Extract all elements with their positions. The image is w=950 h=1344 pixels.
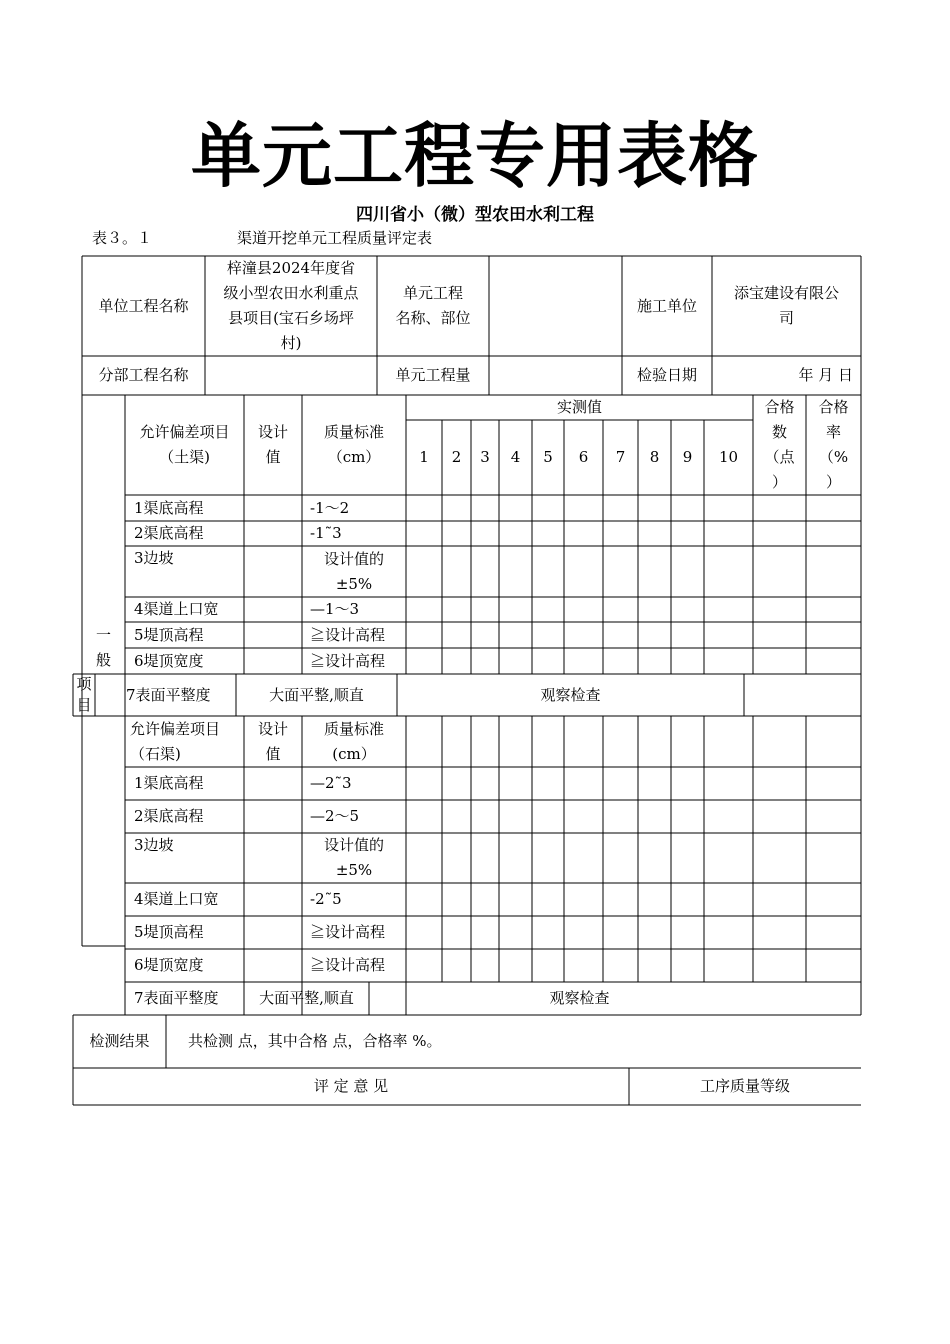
- stone-row-standard: ≧设计高程: [310, 923, 386, 941]
- result-text: 共检测 点，其中合格 点，合格率 %。: [188, 1032, 442, 1050]
- category-label-bottom: 项 目: [76, 675, 92, 714]
- main-title: 单元工程专用表格: [191, 114, 759, 197]
- measure-number: 4: [510, 448, 521, 466]
- stone-row-item: 1渠底高程: [134, 774, 204, 792]
- soil-row-standard: ≧设计高程: [310, 651, 386, 670]
- item-header-soil: 允许偏差项目 （土渠): [139, 423, 230, 466]
- measure-number: 5: [543, 448, 553, 466]
- stone-row-standard: 设计值的 ±5%: [323, 836, 384, 879]
- soil-row-item: 3边坡: [134, 549, 174, 567]
- stone-row-item: 5堤顶高程: [134, 923, 204, 941]
- inspect-date-label: 检验日期: [636, 366, 697, 384]
- sub-project-label: 分部工程名称: [98, 366, 189, 384]
- stone-flatness-item: 7表面平整度: [134, 989, 219, 1007]
- contractor-label: 施工单位: [636, 296, 697, 315]
- measure-number: 8: [649, 448, 660, 466]
- inspect-date-value: 年 月 日: [798, 366, 853, 384]
- quantity-label: 单元工程量: [395, 366, 471, 384]
- stone-design-header: 设计 值: [257, 719, 288, 763]
- design-header: 设计 值: [257, 423, 288, 466]
- unit-project-label: 单位工程名称: [98, 296, 189, 315]
- element-name-label: 单元工程 名称、部位: [395, 284, 471, 327]
- stone-standard-header: 质量标准 (cm）: [323, 719, 384, 763]
- grade-label: 工序质量等级: [699, 1077, 790, 1095]
- category-label-top: 一 般: [95, 626, 111, 669]
- pass-rate-header: 合格 率 （% ）: [818, 398, 849, 491]
- stone-flatness-method: 观察检查: [549, 989, 610, 1007]
- stone-row-item: 2渠底高程: [134, 807, 204, 825]
- subtitle: 四川省小（微）型农田水利工程: [356, 205, 594, 225]
- stone-row-standard: ≧设计高程: [310, 956, 386, 974]
- soil-row-standard: -1～2: [310, 498, 350, 517]
- standard-header: 质量标准 （cm）: [323, 423, 384, 466]
- soil-flatness-method: 观察检查: [540, 685, 601, 704]
- stone-row-item: 4渠道上口宽: [134, 890, 219, 908]
- soil-row-standard: ≧设计高程: [310, 625, 386, 644]
- measure-number: 2: [451, 448, 462, 466]
- soil-row-standard: -1˜3: [310, 524, 342, 542]
- measure-number: 3: [480, 448, 490, 466]
- item-header-stone: 允许偏差项目 （石渠): [130, 719, 221, 763]
- stone-flatness-standard: 大面平整,顺直: [259, 989, 354, 1007]
- soil-row-item: 4渠道上口宽: [134, 600, 219, 618]
- soil-row-item: 6堤顶宽度: [134, 651, 204, 670]
- stone-row-item: 6堤顶宽度: [134, 956, 204, 974]
- stone-row-standard: —2～5: [310, 807, 360, 825]
- measure-number: 6: [578, 448, 589, 466]
- table-number: 表３。１: [92, 229, 153, 247]
- measure-number: 1: [419, 448, 429, 466]
- soil-flatness-standard: 大面平整,顺直: [269, 685, 364, 704]
- pass-count-header: 合格 数 （点 ）: [764, 398, 795, 491]
- opinion-label: 评 定 意 见: [313, 1077, 389, 1095]
- stone-row-standard: -2˜5: [310, 890, 342, 908]
- measured-header: 实测值: [556, 398, 602, 416]
- soil-row-item: 5堤顶高程: [134, 625, 204, 644]
- contractor-value: 添宝建设有限公 司: [733, 284, 839, 327]
- measure-number: 10: [718, 448, 739, 466]
- stone-row-standard: —2˜3: [310, 774, 352, 792]
- measure-number: 7: [615, 448, 626, 466]
- result-label: 检测结果: [89, 1032, 150, 1050]
- measure-number: 9: [682, 448, 693, 466]
- soil-row-standard: 设计值的 ±5%: [323, 549, 384, 593]
- stone-row-item: 3边坡: [134, 836, 174, 854]
- soil-flatness-item: 7表面平整度: [126, 685, 211, 704]
- soil-row-standard: —1～3: [310, 600, 360, 618]
- unit-project-value: 梓潼县2024年度省 级小型农田水利重点 县项目(宝石乡场坪 村): [223, 259, 359, 352]
- soil-row-item: 2渠底高程: [134, 524, 204, 542]
- table-title: 渠道开挖单元工程质量评定表: [237, 229, 433, 247]
- soil-row-item: 1渠底高程: [134, 498, 204, 517]
